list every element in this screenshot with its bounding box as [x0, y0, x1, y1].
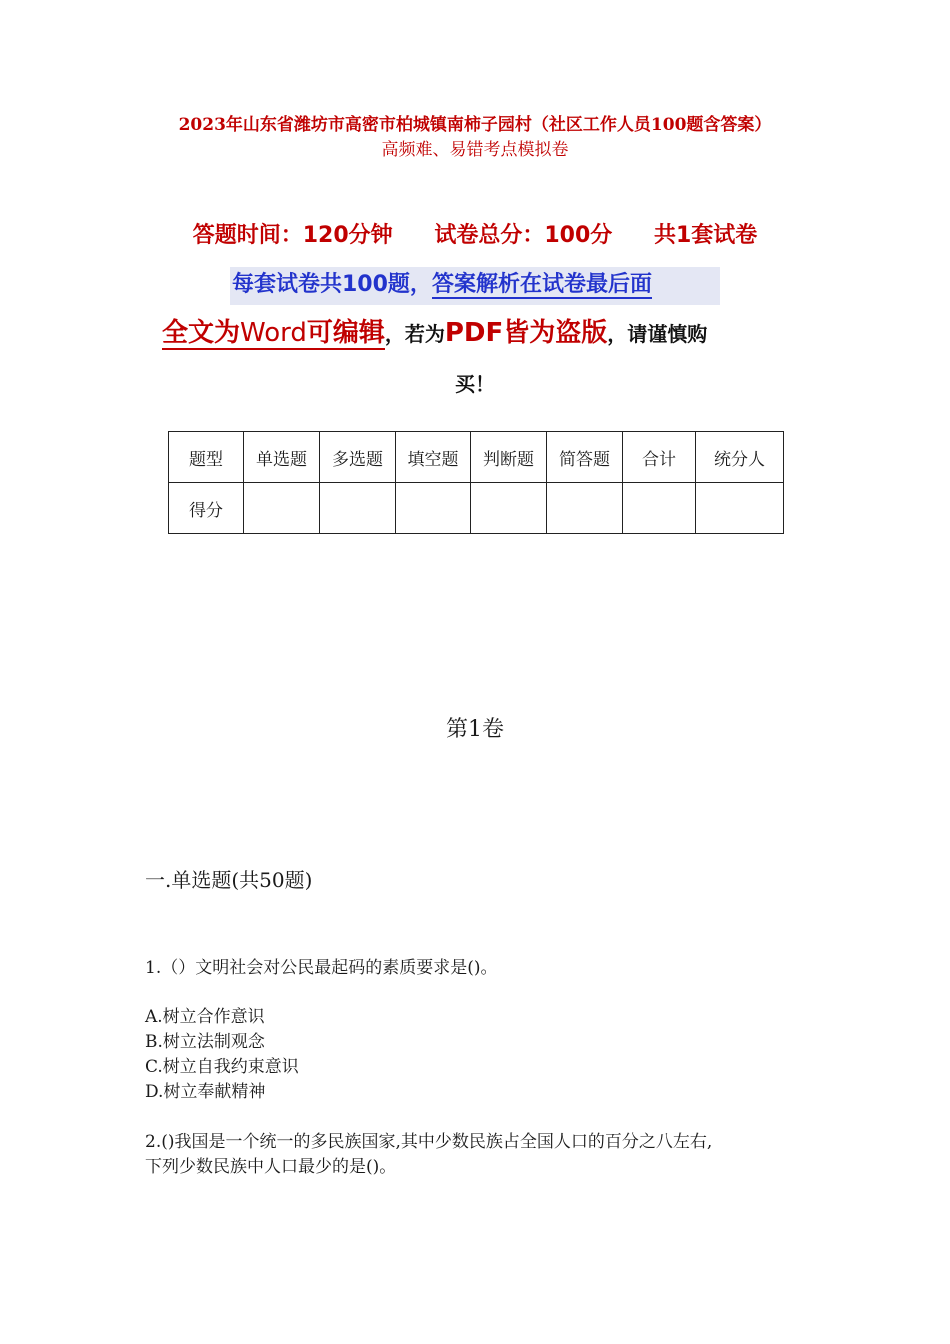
pdf-piracy-text: PDF皆为盗版: [444, 318, 608, 348]
score-cell[interactable]: [320, 483, 396, 534]
title-line-1: 2023年山东省潍坊市高密市柏城镇南柿子园村（社区工作人员100题含答案）: [178, 115, 772, 135]
question-2-line-2: 下列少数民族中人口最少的是()。: [145, 1157, 397, 1177]
notice-connector-1: ，若为: [384, 322, 445, 346]
score-cell[interactable]: [696, 483, 784, 534]
editable-notice: [162, 318, 385, 350]
question-1: 1.（）文明社会对公民最起码的素质要求是()。: [145, 958, 498, 978]
header-cell: 填空题: [396, 432, 471, 483]
header-cell: 合计: [623, 432, 696, 483]
section-heading: 一.单选题(共50题): [145, 868, 313, 892]
score-cell[interactable]: [547, 483, 623, 534]
score-table-header-row: [169, 432, 784, 483]
editable-text-b: 可编辑: [306, 318, 385, 348]
score-table: [168, 431, 784, 534]
question-2-line-1: 2.()我国是一个统一的多民族国家,其中少数民族占全国人口的百分之八左右,: [145, 1132, 713, 1152]
question-2: [145, 1130, 825, 1180]
volume-heading: 第1卷: [446, 717, 504, 742]
notice-connector-2: ，请谨慎购: [607, 322, 708, 346]
answer-notice-a: 每套试卷共100题，: [232, 272, 432, 297]
exam-total-score: 试卷总分：100分: [434, 223, 613, 248]
score-table-score-row: [169, 483, 784, 534]
header-cell: 判断题: [471, 432, 547, 483]
document-title: [60, 113, 890, 163]
header-cell: 题型: [169, 432, 244, 483]
score-row-label: 得分: [169, 483, 244, 534]
exam-info: [0, 218, 950, 249]
exam-time: 答题时间：120分钟: [192, 223, 393, 248]
editable-text-a: 全文为: [162, 318, 241, 348]
score-cell[interactable]: [471, 483, 547, 534]
option-a: A.树立合作意识: [145, 1007, 265, 1027]
score-cell[interactable]: [244, 483, 320, 534]
header-cell: 简答题: [547, 432, 623, 483]
option-c: C.树立自我约束意识: [145, 1057, 299, 1077]
header-cell: 单选题: [244, 432, 320, 483]
exam-set-count: 共1套试卷: [653, 223, 758, 248]
header-cell: 多选题: [320, 432, 396, 483]
copyright-notice-line-2: 买！: [455, 372, 495, 396]
answer-notice-b: 答案解析在试卷最后面: [431, 272, 652, 297]
option-d: D.树立奉献精神: [145, 1082, 266, 1102]
word-text: Word: [240, 318, 307, 348]
score-cell[interactable]: [396, 483, 471, 534]
score-cell[interactable]: [623, 483, 696, 534]
copyright-notice: [162, 311, 802, 358]
option-b: B.树立法制观念: [145, 1032, 265, 1052]
title-line-2: 高频难、易错考点模拟卷: [381, 140, 569, 160]
answer-notice: [230, 267, 720, 305]
question-1-options: [145, 1005, 825, 1105]
header-cell: 统分人: [696, 432, 784, 483]
